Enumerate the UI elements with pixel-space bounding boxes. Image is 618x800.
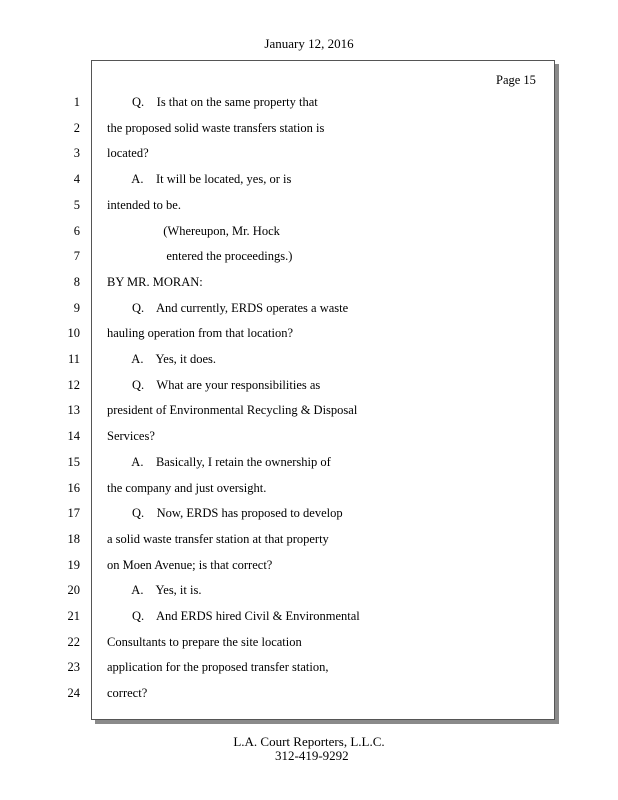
transcript-line: entered the proceedings.) — [107, 249, 293, 264]
footer-phone: 312-419-9292 — [275, 748, 349, 763]
line-number: 3 — [73, 146, 80, 161]
line-number: 12 — [67, 377, 80, 392]
transcript-line: correct? — [107, 686, 148, 701]
transcript-line: Q. What are your responsibilities as — [107, 377, 321, 392]
line-number: 6 — [73, 223, 80, 238]
line-number: 15 — [67, 454, 80, 469]
transcript-date: January 12, 2016 — [264, 36, 354, 51]
line-number: 14 — [67, 429, 80, 444]
line-number: 9 — [73, 300, 80, 315]
line-number: 16 — [67, 480, 80, 495]
line-number: 22 — [67, 634, 80, 649]
line-number: 19 — [67, 557, 80, 572]
transcript-line: A. Yes, it does. — [107, 352, 217, 366]
footer-company: L.A. Court Reporters, L.L.C. — [233, 734, 385, 749]
transcript-line: located? — [107, 146, 149, 161]
transcript-line: Q. And ERDS hired Civil & Environmental — [107, 609, 360, 623]
line-number: 10 — [67, 326, 80, 341]
line-number: 18 — [67, 531, 80, 546]
line-number: 17 — [67, 506, 80, 521]
line-number: 2 — [73, 120, 80, 135]
line-number: 21 — [67, 609, 80, 623]
transcript-line: the proposed solid waste transfers station is — [107, 120, 325, 135]
transcript-line: application for the proposed transfer station, — [107, 660, 329, 675]
transcript-line: (Whereupon, Mr. Hock — [107, 223, 280, 238]
transcript-line: president of Environmental Recycling & Disposal — [107, 403, 358, 418]
transcript-line: on Moen Avenue; is that correct? — [107, 557, 273, 572]
transcript-line: Consultants to prepare the site location — [107, 634, 302, 649]
line-number: 24 — [67, 686, 80, 701]
line-number: 23 — [67, 660, 80, 675]
transcript-line: A. Yes, it is. — [107, 583, 202, 598]
transcript-line: hauling operation from that location? — [107, 326, 294, 341]
transcript-line: the company and just oversight. — [107, 480, 267, 495]
transcript-line: Q. Now, ERDS has proposed to develop — [107, 506, 343, 521]
line-number: 5 — [73, 197, 80, 212]
page-number: Page 15 — [496, 73, 536, 87]
line-number: 4 — [73, 172, 80, 187]
transcript-line: Q. Is that on the same property that — [107, 95, 318, 109]
line-number: 20 — [67, 583, 80, 598]
line-number: 7 — [73, 249, 80, 264]
transcript-line: Q. And currently, ERDS operates a waste — [107, 300, 349, 315]
line-number: 8 — [73, 274, 80, 289]
line-number: 13 — [67, 403, 80, 418]
transcript-line: a solid waste transfer station at that property — [107, 531, 329, 546]
transcript-line: A. It will be located, yes, or is — [107, 172, 292, 187]
line-number: 11 — [67, 352, 80, 366]
transcript-line: BY MR. MORAN: — [107, 274, 203, 289]
transcript-line: Services? — [107, 429, 155, 444]
line-number: 1 — [73, 95, 80, 109]
transcript-line: A. Basically, I retain the ownership of — [107, 454, 331, 469]
transcript-line: intended to be. — [107, 197, 181, 212]
